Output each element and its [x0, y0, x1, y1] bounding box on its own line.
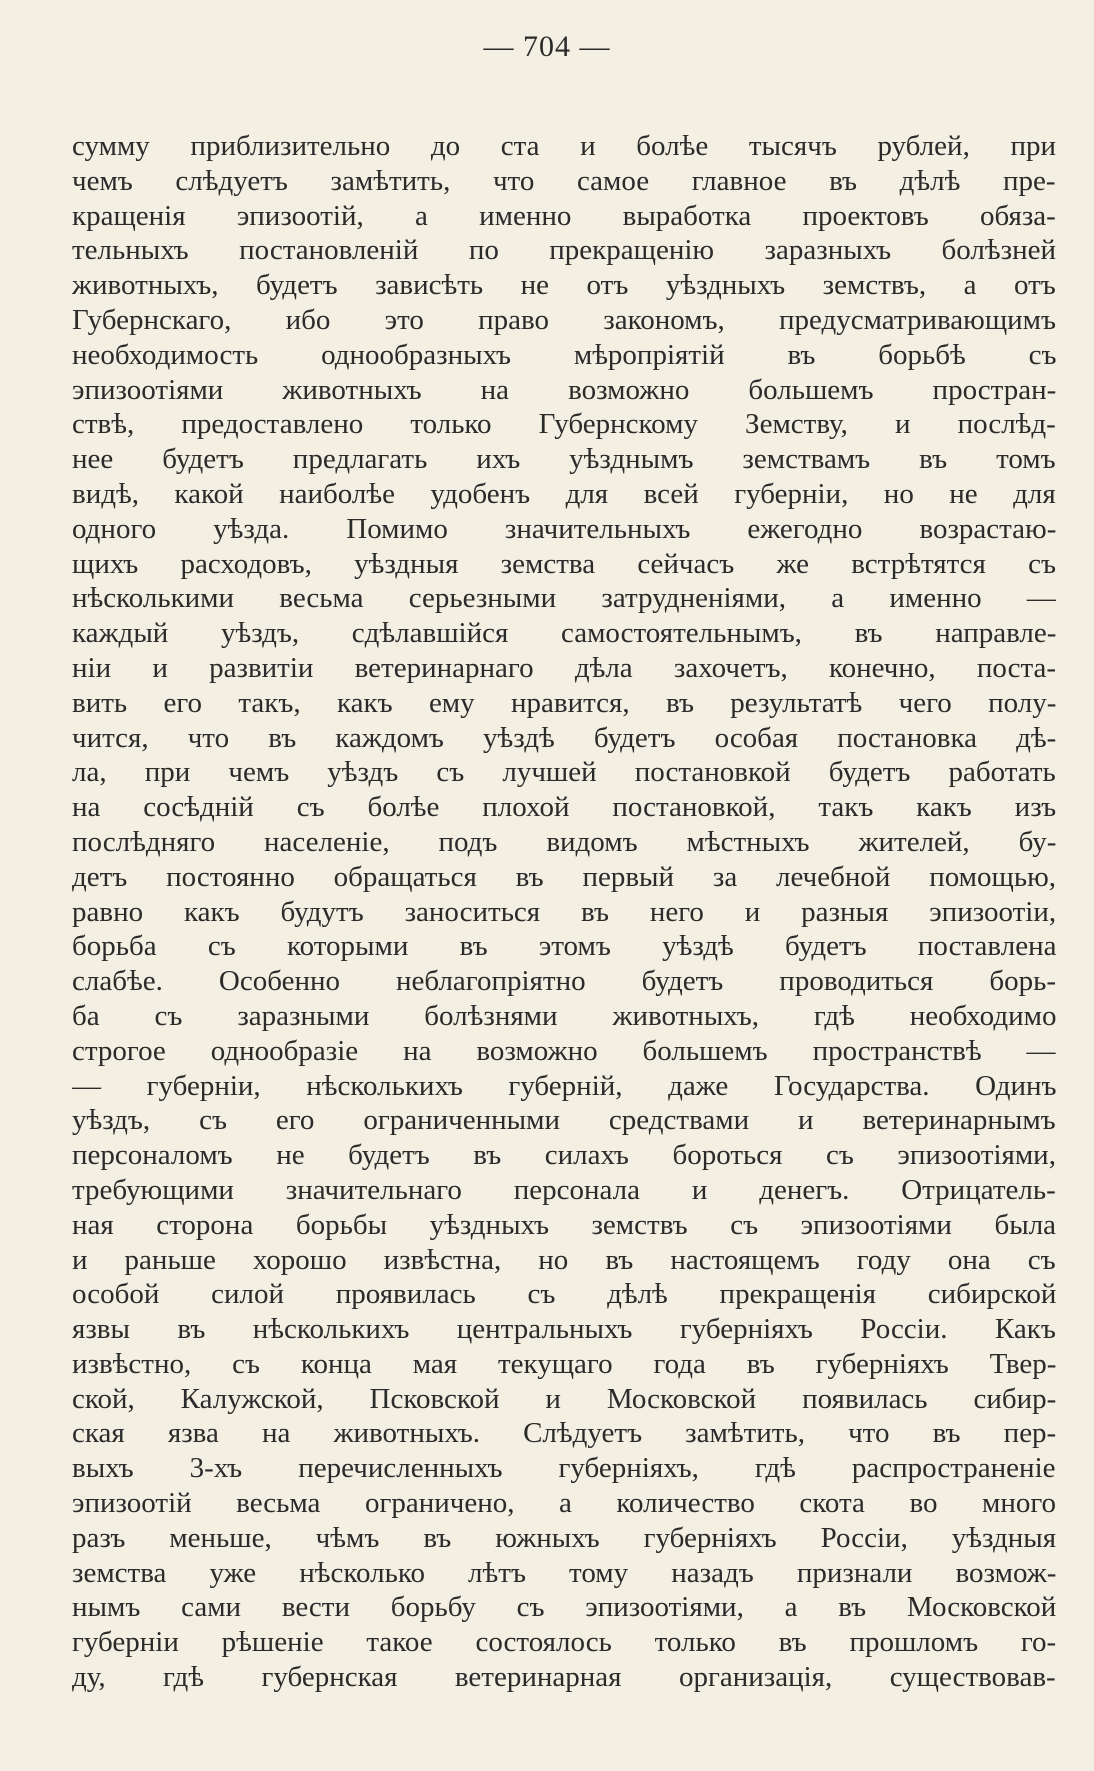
text-line: извѣстно, съ конца мая текущаго года въ губерніяхъ Твер- — [72, 1347, 1056, 1380]
text-line: каждый уѣздъ, сдѣлавшійся самостоятельнымъ, въ направле- — [72, 617, 1056, 650]
text-line: борьба съ которыми въ этомъ уѣздѣ будетъ поставлена — [72, 930, 1056, 963]
text-line: разъ меньше, чѣмъ въ южныхъ губерніяхъ Россіи, уѣздныя — [72, 1521, 1056, 1554]
text-line: ла, при чемъ уѣздъ съ лучшей постановкой будетъ работать — [72, 756, 1056, 789]
text-line: нымъ сами вести борьбу съ эпизоотіями, а въ Московской — [72, 1591, 1056, 1624]
text-line: губерніи рѣшеніе такое состоялось только въ прошломъ го- — [72, 1626, 1056, 1659]
text-line: детъ постоянно обращаться въ первый за лечебной помощью, — [72, 860, 1056, 893]
text-line: ніи и развитіи ветеринарнаго дѣла захочетъ, конечно, поста- — [72, 651, 1056, 684]
text-line: видѣ, какой наиболѣе удобенъ для всей губерніи, но не для — [72, 477, 1056, 510]
text-line: строгое однообразіе на возможно большемъ пространствѣ — — [72, 1034, 1056, 1067]
text-line: эпизоотіями животныхъ на возможно большемъ простран- — [72, 373, 1056, 406]
text-line: уѣздъ, съ его ограниченными средствами и ветеринарнымъ — [72, 1104, 1056, 1137]
text-line: кращенія эпизоотій, а именно выработка проектовъ обяза- — [72, 199, 1056, 232]
text-line: ствѣ, предоставлено только Губернскому Земству, и послѣд- — [72, 408, 1056, 441]
text-line: персоналомъ не будетъ въ силахъ бороться съ эпизоотіями, — [72, 1139, 1056, 1172]
text-line: необходимость однообразныхъ мѣропріятій въ борьбѣ съ — [72, 338, 1056, 371]
text-line: животныхъ, будетъ зависѣть не отъ уѣздныхъ земствъ, а отъ — [72, 269, 1056, 302]
text-line: ба съ заразными болѣзнями животныхъ, гдѣ необходимо — [72, 999, 1056, 1032]
text-line: нѣсколькими весьма серьезными затрудненіями, а именно — — [72, 582, 1056, 615]
text-line: ской, Калужской, Псковской и Московской появилась сибир- — [72, 1382, 1056, 1415]
page-number: — 704 — — [483, 30, 611, 63]
text-line: нее будетъ предлагать ихъ уѣзднымъ земствамъ въ томъ — [72, 443, 1056, 476]
text-line: Губернскаго, ибо это право закономъ, предусматривающимъ — [72, 303, 1056, 336]
text-line: ная сторона борьбы уѣздныхъ земствъ съ эпизоотіями была — [72, 1208, 1056, 1241]
text-line: ду, гдѣ губернская ветеринарная организація, существовав- — [72, 1661, 1056, 1694]
text-line: требующими значительнаго персонала и денегъ. Отрицатель- — [72, 1173, 1056, 1206]
text-line: послѣдняго населеніе, подъ видомъ мѣстныхъ жителей, бу- — [72, 825, 1056, 858]
body-text — [72, 129, 1056, 1695]
text-line: чится, что въ каждомъ уѣздѣ будетъ особая постановка дѣ- — [72, 721, 1056, 754]
text-line: равно какъ будутъ заноситься въ него и разныя эпизоотіи, — [72, 895, 1056, 928]
text-line: одного уѣзда. Помимо значительныхъ ежегодно возрастаю- — [72, 512, 1056, 545]
text-line: на сосѣдній съ болѣе плохой постановкой, такъ какъ изъ — [72, 791, 1056, 824]
text-line: щихъ расходовъ, уѣздныя земства сейчасъ же встрѣтятся съ — [72, 547, 1056, 580]
text-line: земства уже нѣсколько лѣтъ тому назадъ признали возмож- — [72, 1556, 1056, 1589]
text-line: ская язва на животныхъ. Слѣдуетъ замѣтить, что въ пер- — [72, 1417, 1056, 1450]
text-line: чемъ слѣдуетъ замѣтить, что самое главное въ дѣлѣ пре- — [72, 164, 1056, 197]
text-line: вить его такъ, какъ ему нравится, въ результатѣ чего полу- — [72, 686, 1056, 719]
text-line: эпизоотій весьма ограничено, а количество скота во много — [72, 1487, 1056, 1520]
text-line: особой силой проявилась съ дѣлѣ прекращенія сибирской — [72, 1278, 1056, 1311]
text-line: сумму приблизительно до ста и болѣе тысячъ рублей, при — [72, 130, 1056, 162]
text-line: и раньше хорошо извѣстна, но въ настоящемъ году она съ — [72, 1243, 1056, 1276]
text-line: язвы въ нѣсколькихъ центральныхъ губерніяхъ Россіи. Какъ — [72, 1313, 1056, 1346]
text-line: выхъ 3-хъ перечисленныхъ губерніяхъ, гдѣ распространеніе — [72, 1452, 1056, 1485]
text-line: — губерніи, нѣсколькихъ губерній, даже Государства. Одинъ — [72, 1069, 1056, 1102]
text-line: слабѣе. Особенно неблагопріятно будетъ проводиться борь- — [72, 965, 1056, 998]
text-line: тельныхъ постановленій по прекращенію заразныхъ болѣзней — [72, 234, 1056, 267]
